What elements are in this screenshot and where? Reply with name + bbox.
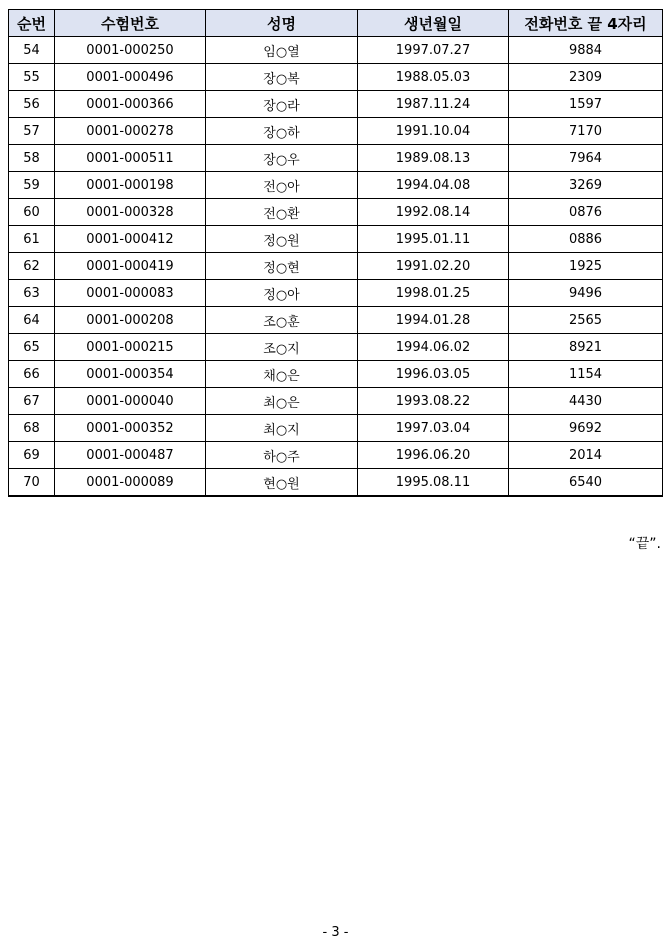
cell-exam-number: 0001-000089: [55, 469, 206, 497]
cell-seq: 60: [9, 199, 55, 226]
cell-phone-last4: 2014: [509, 442, 663, 469]
cell-name: 조○지: [206, 334, 358, 361]
cell-name: 임○열: [206, 37, 358, 64]
cell-exam-number: 0001-000278: [55, 118, 206, 145]
cell-seq: 55: [9, 64, 55, 91]
cell-exam-number: 0001-000419: [55, 253, 206, 280]
cell-name: 하○주: [206, 442, 358, 469]
table-row: [9, 172, 663, 199]
cell-exam-number: 0001-000412: [55, 226, 206, 253]
table-row: [9, 334, 663, 361]
cell-phone-last4: 3269: [509, 172, 663, 199]
end-mark: “끝”.: [628, 536, 661, 552]
cell-phone-last4: 9496: [509, 280, 663, 307]
cell-birth-date: 1996.03.05: [358, 361, 509, 388]
applicant-table: [8, 9, 663, 497]
cell-name: 전○환: [206, 199, 358, 226]
cell-name: 장○우: [206, 145, 358, 172]
cell-phone-last4: 9692: [509, 415, 663, 442]
cell-phone-last4: 0886: [509, 226, 663, 253]
page-number: - 3 -: [322, 925, 349, 940]
cell-seq: 59: [9, 172, 55, 199]
cell-name: 현○원: [206, 469, 358, 497]
table-row: [9, 415, 663, 442]
cell-phone-last4: 4430: [509, 388, 663, 415]
cell-birth-date: 1998.01.25: [358, 280, 509, 307]
cell-phone-last4: 1597: [509, 91, 663, 118]
table-row: [9, 280, 663, 307]
table-row: [9, 388, 663, 415]
cell-exam-number: 0001-000083: [55, 280, 206, 307]
cell-exam-number: 0001-000487: [55, 442, 206, 469]
cell-seq: 70: [9, 469, 55, 497]
cell-phone-last4: 7964: [509, 145, 663, 172]
cell-birth-date: 1988.05.03: [358, 64, 509, 91]
table-row: [9, 118, 663, 145]
cell-phone-last4: 2565: [509, 307, 663, 334]
table-row: [9, 307, 663, 334]
cell-birth-date: 1994.04.08: [358, 172, 509, 199]
cell-exam-number: 0001-000352: [55, 415, 206, 442]
cell-phone-last4: 7170: [509, 118, 663, 145]
cell-seq: 57: [9, 118, 55, 145]
cell-name: 채○은: [206, 361, 358, 388]
cell-exam-number: 0001-000208: [55, 307, 206, 334]
cell-birth-date: 1989.08.13: [358, 145, 509, 172]
cell-exam-number: 0001-000354: [55, 361, 206, 388]
cell-seq: 58: [9, 145, 55, 172]
cell-birth-date: 1993.08.22: [358, 388, 509, 415]
cell-name: 정○현: [206, 253, 358, 280]
cell-birth-date: 1987.11.24: [358, 91, 509, 118]
cell-phone-last4: 1925: [509, 253, 663, 280]
cell-name: 조○훈: [206, 307, 358, 334]
cell-exam-number: 0001-000250: [55, 37, 206, 64]
cell-birth-date: 1991.02.20: [358, 253, 509, 280]
cell-phone-last4: 6540: [509, 469, 663, 497]
cell-birth-date: 1996.06.20: [358, 442, 509, 469]
cell-name: 최○지: [206, 415, 358, 442]
cell-name: 최○은: [206, 388, 358, 415]
cell-birth-date: 1997.03.04: [358, 415, 509, 442]
cell-name: 장○하: [206, 118, 358, 145]
cell-name: 장○라: [206, 91, 358, 118]
cell-exam-number: 0001-000496: [55, 64, 206, 91]
cell-seq: 62: [9, 253, 55, 280]
cell-exam-number: 0001-000040: [55, 388, 206, 415]
cell-seq: 63: [9, 280, 55, 307]
header-seq: 순번: [9, 10, 55, 37]
header-name: 성명: [206, 10, 358, 37]
cell-phone-last4: 8921: [509, 334, 663, 361]
cell-name: 전○아: [206, 172, 358, 199]
cell-seq: 56: [9, 91, 55, 118]
table-row: [9, 361, 663, 388]
cell-seq: 64: [9, 307, 55, 334]
cell-seq: 67: [9, 388, 55, 415]
cell-seq: 61: [9, 226, 55, 253]
cell-seq: 65: [9, 334, 55, 361]
header-exam-number: 수험번호: [55, 10, 206, 37]
cell-seq: 54: [9, 37, 55, 64]
table-row: [9, 37, 663, 64]
table-row: [9, 442, 663, 469]
table-row: [9, 91, 663, 118]
cell-birth-date: 1995.01.11: [358, 226, 509, 253]
table-row: [9, 64, 663, 91]
header-birth-date: 생년월일: [358, 10, 509, 37]
table-row: [9, 199, 663, 226]
header-phone-last4: 전화번호 끝 4자리: [509, 10, 663, 37]
cell-phone-last4: 0876: [509, 199, 663, 226]
cell-exam-number: 0001-000198: [55, 172, 206, 199]
cell-exam-number: 0001-000328: [55, 199, 206, 226]
cell-name: 정○원: [206, 226, 358, 253]
cell-phone-last4: 9884: [509, 37, 663, 64]
cell-birth-date: 1994.01.28: [358, 307, 509, 334]
cell-birth-date: 1991.10.04: [358, 118, 509, 145]
table-header-row: [9, 10, 663, 37]
cell-name: 정○아: [206, 280, 358, 307]
cell-seq: 69: [9, 442, 55, 469]
cell-phone-last4: 2309: [509, 64, 663, 91]
cell-phone-last4: 1154: [509, 361, 663, 388]
cell-birth-date: 1994.06.02: [358, 334, 509, 361]
table-row: [9, 469, 663, 497]
cell-birth-date: 1992.08.14: [358, 199, 509, 226]
table-row: [9, 145, 663, 172]
cell-exam-number: 0001-000511: [55, 145, 206, 172]
cell-birth-date: 1997.07.27: [358, 37, 509, 64]
cell-seq: 66: [9, 361, 55, 388]
cell-seq: 68: [9, 415, 55, 442]
cell-exam-number: 0001-000215: [55, 334, 206, 361]
table-body: [9, 37, 663, 497]
cell-name: 장○복: [206, 64, 358, 91]
table-row: [9, 253, 663, 280]
cell-birth-date: 1995.08.11: [358, 469, 509, 497]
cell-exam-number: 0001-000366: [55, 91, 206, 118]
table-row: [9, 226, 663, 253]
